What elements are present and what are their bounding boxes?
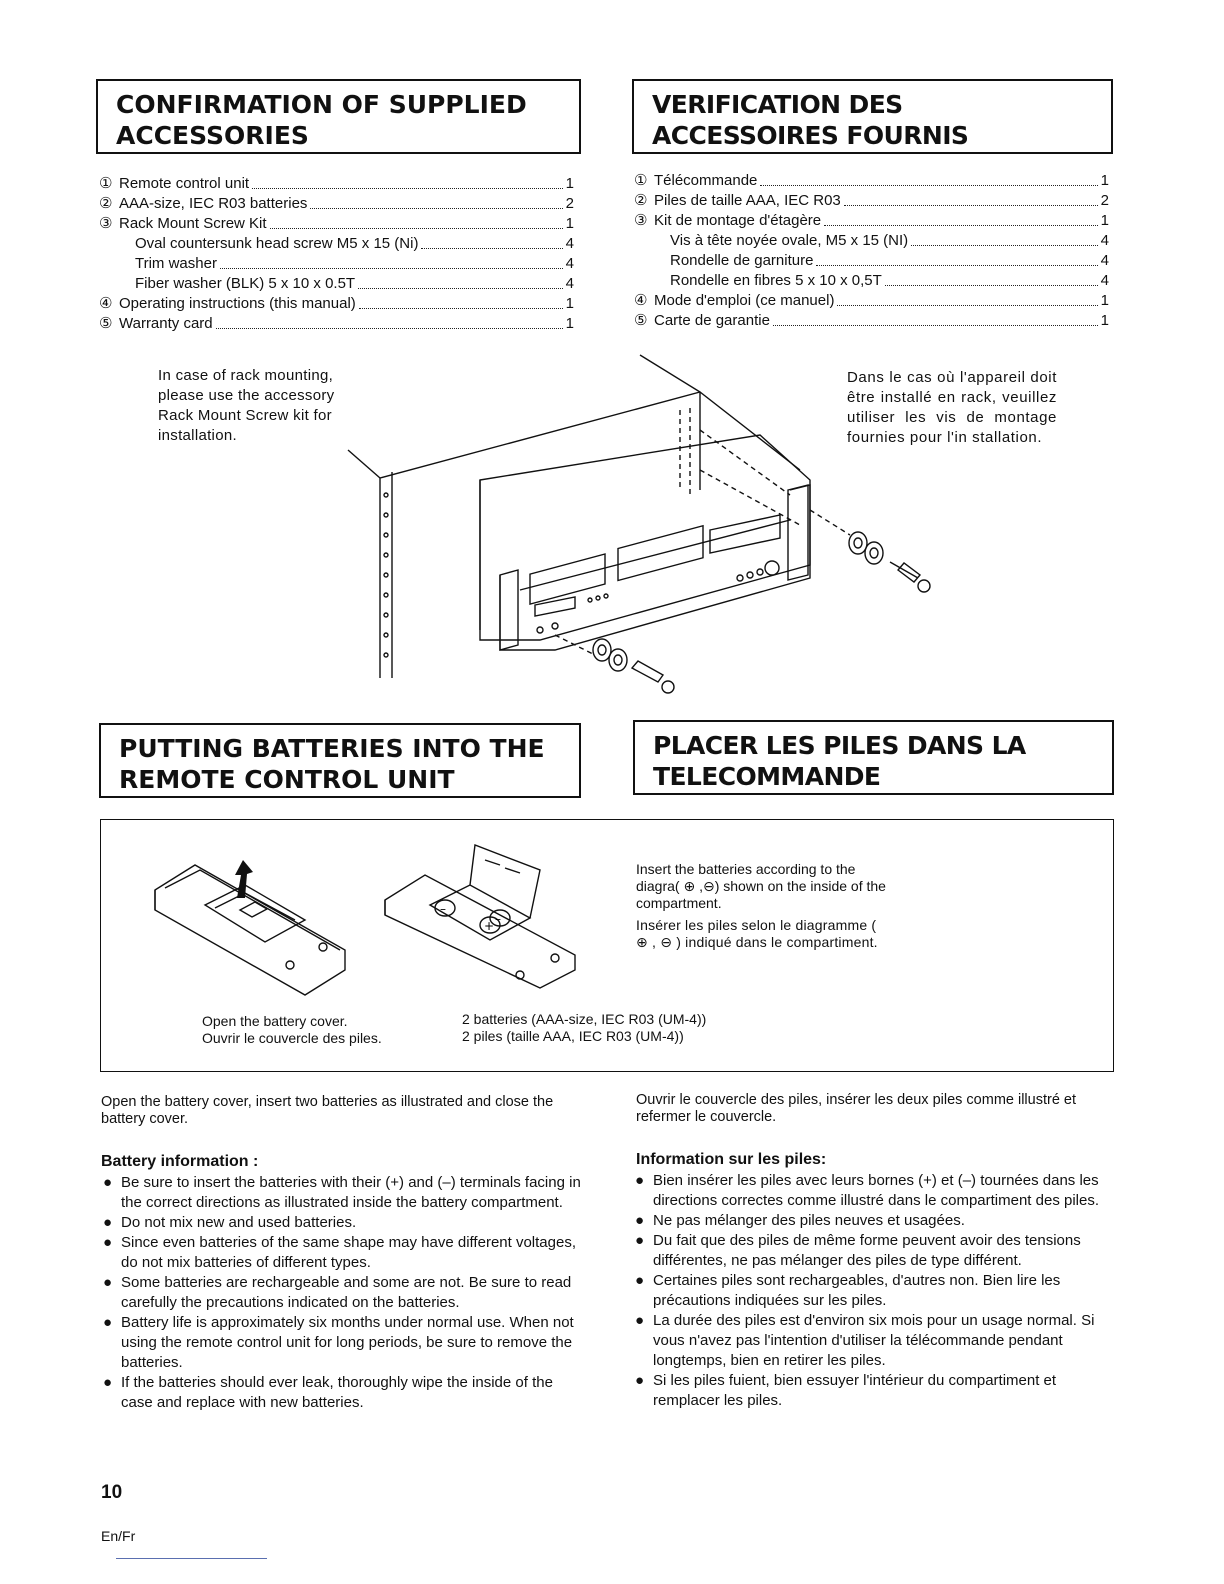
- intro-fr: Ouvrir le couvercle des piles, insérer les deux piles comme illustré et refermer le couvercle.: [636, 1092, 1077, 1125]
- accessory-quantity: 1: [565, 315, 574, 332]
- leader-dots: [844, 205, 1098, 206]
- accessory-row: [634, 271, 1109, 291]
- bullet-icon: ●: [635, 1212, 645, 1229]
- accessory-quantity: 1: [1100, 172, 1109, 189]
- bullet-icon: ●: [103, 1314, 113, 1331]
- accessory-label: Mode d'emploi (ce manuel): [654, 292, 835, 309]
- leader-dots: [216, 328, 563, 329]
- accessory-quantity: 1: [1100, 292, 1109, 309]
- battery-info-item: [633, 1271, 1115, 1311]
- heading-putting-batteries: PUTTING BATTERIES INTO THE REMOTE CONTROL UNIT: [99, 723, 581, 798]
- accessory-number: ④: [99, 295, 113, 312]
- battery-info-item: [633, 1311, 1115, 1371]
- accessory-quantity: 4: [1100, 252, 1109, 269]
- accessory-row: [634, 171, 1109, 191]
- battery-info-text: Be sure to insert the batteries with their (+) and (–) terminals facing in the correct directions as illustrated inside the battery compartment.: [121, 1174, 581, 1211]
- leader-dots: [885, 285, 1098, 286]
- rack-mount-note-fr: Dans le cas où l'appareil doit être installé en rack, veuillez utiliser les vis de montage fournies pour l'in stallation.: [847, 369, 1057, 446]
- battery-info-text: Since even batteries of the same shape may have different voltages, do not mix batteries of different types.: [121, 1234, 576, 1271]
- battery-info-text: La durée des piles est d'environ six mois pour un usage normal. Si vous n'avez pas l'intention d'utiliser la télécommande pendant longtemps, bien en retirer les piles.: [653, 1312, 1095, 1369]
- accessory-quantity: 1: [1100, 312, 1109, 329]
- leader-dots: [358, 288, 563, 289]
- accessory-number: ②: [634, 192, 648, 209]
- accessory-number: ②: [99, 195, 113, 212]
- accessory-row: [634, 231, 1109, 251]
- battery-info-text: Ne pas mélanger des piles neuves et usagées.: [653, 1212, 965, 1229]
- accessory-label: Operating instructions (this manual): [119, 295, 356, 312]
- accessory-list-en: [99, 174, 574, 334]
- accessory-label: AAA-size, IEC R03 batteries: [119, 195, 308, 212]
- accessory-label: Oval countersunk head screw M5 x 15 (Ni): [135, 235, 419, 252]
- accessory-row: [99, 254, 574, 274]
- accessory-row: [99, 314, 574, 334]
- remote-batteries-illustration: [380, 840, 580, 990]
- battery-info-text: Si les piles fuient, bien essuyer l'intérieur du compartiment et remplacer les piles.: [653, 1372, 1057, 1409]
- bullet-icon: ●: [103, 1234, 113, 1251]
- leader-dots: [421, 248, 562, 249]
- accessory-quantity: 1: [565, 175, 574, 192]
- bullet-icon: ●: [103, 1374, 113, 1391]
- accessory-label: Remote control unit: [119, 175, 250, 192]
- accessory-row: [99, 274, 574, 294]
- accessory-number: ④: [634, 292, 648, 309]
- battery-info-list-fr: [633, 1171, 1115, 1411]
- accessory-row: [634, 211, 1109, 231]
- accessory-row: [99, 234, 574, 254]
- accessory-number: ⑤: [634, 312, 648, 329]
- accessory-label: Rondelle de garniture: [670, 252, 814, 269]
- battery-info-item: [101, 1213, 581, 1233]
- accessory-row: [634, 311, 1109, 331]
- accessory-label: Rack Mount Screw Kit: [119, 215, 267, 232]
- accessory-row: [99, 214, 574, 234]
- insert-instruction-en: Insert the batteries according to the diagra( ⊕ ,⊖) shown on the inside of the compartment.: [636, 861, 886, 911]
- leader-dots: [824, 225, 1098, 226]
- battery-info-text: Du fait que des piles de même forme peuvent avoir des tensions différentes, ne pas mélanger des piles de type différent.: [653, 1232, 1081, 1269]
- bullet-icon: ●: [635, 1232, 645, 1249]
- rack-mount-illustration: [340, 350, 940, 700]
- open-cover-caption-fr: Ouvrir le couvercle des piles.: [202, 1030, 382, 1046]
- bullet-icon: ●: [103, 1174, 113, 1191]
- battery-info-list-en: [101, 1173, 581, 1413]
- accessory-label: Vis à tête noyée ovale, M5 x 15 (NI): [670, 232, 909, 249]
- bullet-icon: ●: [635, 1172, 645, 1189]
- leader-dots: [816, 265, 1097, 266]
- battery-info-item: [633, 1171, 1115, 1211]
- accessory-row: [99, 294, 574, 314]
- leader-dots: [270, 228, 563, 229]
- svg-text:+: +: [484, 919, 495, 933]
- battery-info-item: [633, 1211, 1115, 1231]
- leader-dots: [911, 245, 1097, 246]
- page-number: 10: [101, 1482, 123, 1503]
- leader-dots: [837, 305, 1097, 306]
- battery-info-text: If the batteries should ever leak, thoroughly wipe the inside of the case and replace with new batteries.: [121, 1374, 553, 1411]
- accessory-label: Kit de montage d'étagère: [654, 212, 822, 229]
- battery-info-text: Some batteries are rechargeable and some are not. Be sure to read carefully the precautions indicated on the batteries.: [121, 1274, 572, 1311]
- accessory-label: Carte de garantie: [654, 312, 770, 329]
- battery-info-text: Do not mix new and used batteries.: [121, 1214, 357, 1231]
- open-cover-caption-en: Open the battery cover.: [202, 1013, 348, 1029]
- leader-dots: [310, 208, 562, 209]
- accessory-list-fr: [634, 171, 1109, 331]
- accessory-quantity: 2: [1100, 192, 1109, 209]
- accessory-quantity: 1: [565, 295, 574, 312]
- svg-text:–: –: [495, 912, 501, 926]
- accessory-quantity: 1: [1100, 212, 1109, 229]
- bullet-icon: ●: [103, 1214, 113, 1231]
- accessory-quantity: 2: [565, 195, 574, 212]
- leader-dots: [252, 188, 563, 189]
- accessory-label: Trim washer: [135, 255, 217, 272]
- bullet-icon: ●: [635, 1372, 645, 1389]
- heading-confirmation-accessories: CONFIRMATION OF SUPPLIED ACCESSORIES: [96, 79, 581, 154]
- battery-info-title-en: Battery information :: [101, 1153, 259, 1170]
- battery-info-item: [101, 1233, 581, 1273]
- bullet-icon: ●: [103, 1274, 113, 1291]
- battery-info-item: [101, 1313, 581, 1373]
- leader-dots: [760, 185, 1097, 186]
- battery-info-item: [633, 1231, 1115, 1271]
- heading-placer-les-piles: PLACER LES PILES DANS LA TELECOMMANDE: [633, 720, 1114, 795]
- leader-dots: [773, 325, 1098, 326]
- rack-mount-note-en: In case of rack mounting, please use the accessory Rack Mount Screw kit for installation.: [158, 367, 335, 444]
- intro-en: Open the battery cover, insert two batteries as illustrated and close the battery cover.: [101, 1094, 554, 1127]
- remote-open-cover-illustration: [145, 850, 360, 1000]
- accessory-row: [99, 174, 574, 194]
- accessory-row: [634, 191, 1109, 211]
- battery-info-text: Bien insérer les piles avec leurs bornes (+) et (–) tournées dans les directions correctes comme illustré dans le compartiment des piles.: [653, 1172, 1100, 1209]
- battery-info-text: Certaines piles sont rechargeables, d'autres non. Bien lire les précautions indiquées sur les piles.: [653, 1272, 1061, 1309]
- accessory-row: [634, 291, 1109, 311]
- accessory-quantity: 4: [565, 275, 574, 292]
- battery-info-item: [633, 1371, 1115, 1411]
- bullet-icon: ●: [635, 1272, 645, 1289]
- language-code: En/Fr: [101, 1528, 136, 1544]
- accessory-quantity: 4: [565, 255, 574, 272]
- accessory-label: Rondelle en fibres 5 x 10 x 0,5T: [670, 272, 882, 289]
- accessory-row: [634, 251, 1109, 271]
- battery-info-item: [101, 1373, 581, 1413]
- bullet-icon: ●: [635, 1312, 645, 1329]
- footer-rule: [116, 1558, 267, 1559]
- battery-info-text: Battery life is approximately six months under normal use. When not using the remote control unit for long periods, be sure to remove the batteries.: [121, 1314, 574, 1371]
- leader-dots: [220, 268, 563, 269]
- accessory-label: Fiber washer (BLK) 5 x 10 x 0.5T: [135, 275, 356, 292]
- accessory-quantity: 1: [565, 215, 574, 232]
- accessory-quantity: 4: [1100, 232, 1109, 249]
- batteries-caption-en: 2 batteries (AAA-size, IEC R03 (UM-4)): [462, 1011, 707, 1027]
- accessory-quantity: 4: [1100, 272, 1109, 289]
- battery-info-title-fr: Information sur les piles:: [636, 1151, 827, 1168]
- accessory-label: Warranty card: [119, 315, 213, 332]
- svg-text:–: –: [440, 902, 446, 916]
- accessory-row: [99, 194, 574, 214]
- heading-verification-accessoires: VERIFICATION DES ACCESSOIRES FOURNIS: [632, 79, 1113, 154]
- accessory-number: ③: [634, 212, 648, 229]
- accessory-number: ⑤: [99, 315, 113, 332]
- leader-dots: [359, 308, 563, 309]
- battery-info-item: [101, 1273, 581, 1313]
- accessory-number: ①: [634, 172, 648, 189]
- accessory-label: Piles de taille AAA, IEC R03: [654, 192, 841, 209]
- accessory-quantity: 4: [565, 235, 574, 252]
- battery-info-item: [101, 1173, 581, 1213]
- batteries-caption-fr: 2 piles (taille AAA, IEC R03 (UM-4)): [462, 1028, 684, 1044]
- accessory-number: ③: [99, 215, 113, 232]
- accessory-label: Télécommande: [654, 172, 758, 189]
- accessory-number: ①: [99, 175, 113, 192]
- insert-instruction-fr: Insérer les piles selon le diagramme ( ⊕ , ⊖ ) indiqué dans le compartiment.: [636, 917, 878, 950]
